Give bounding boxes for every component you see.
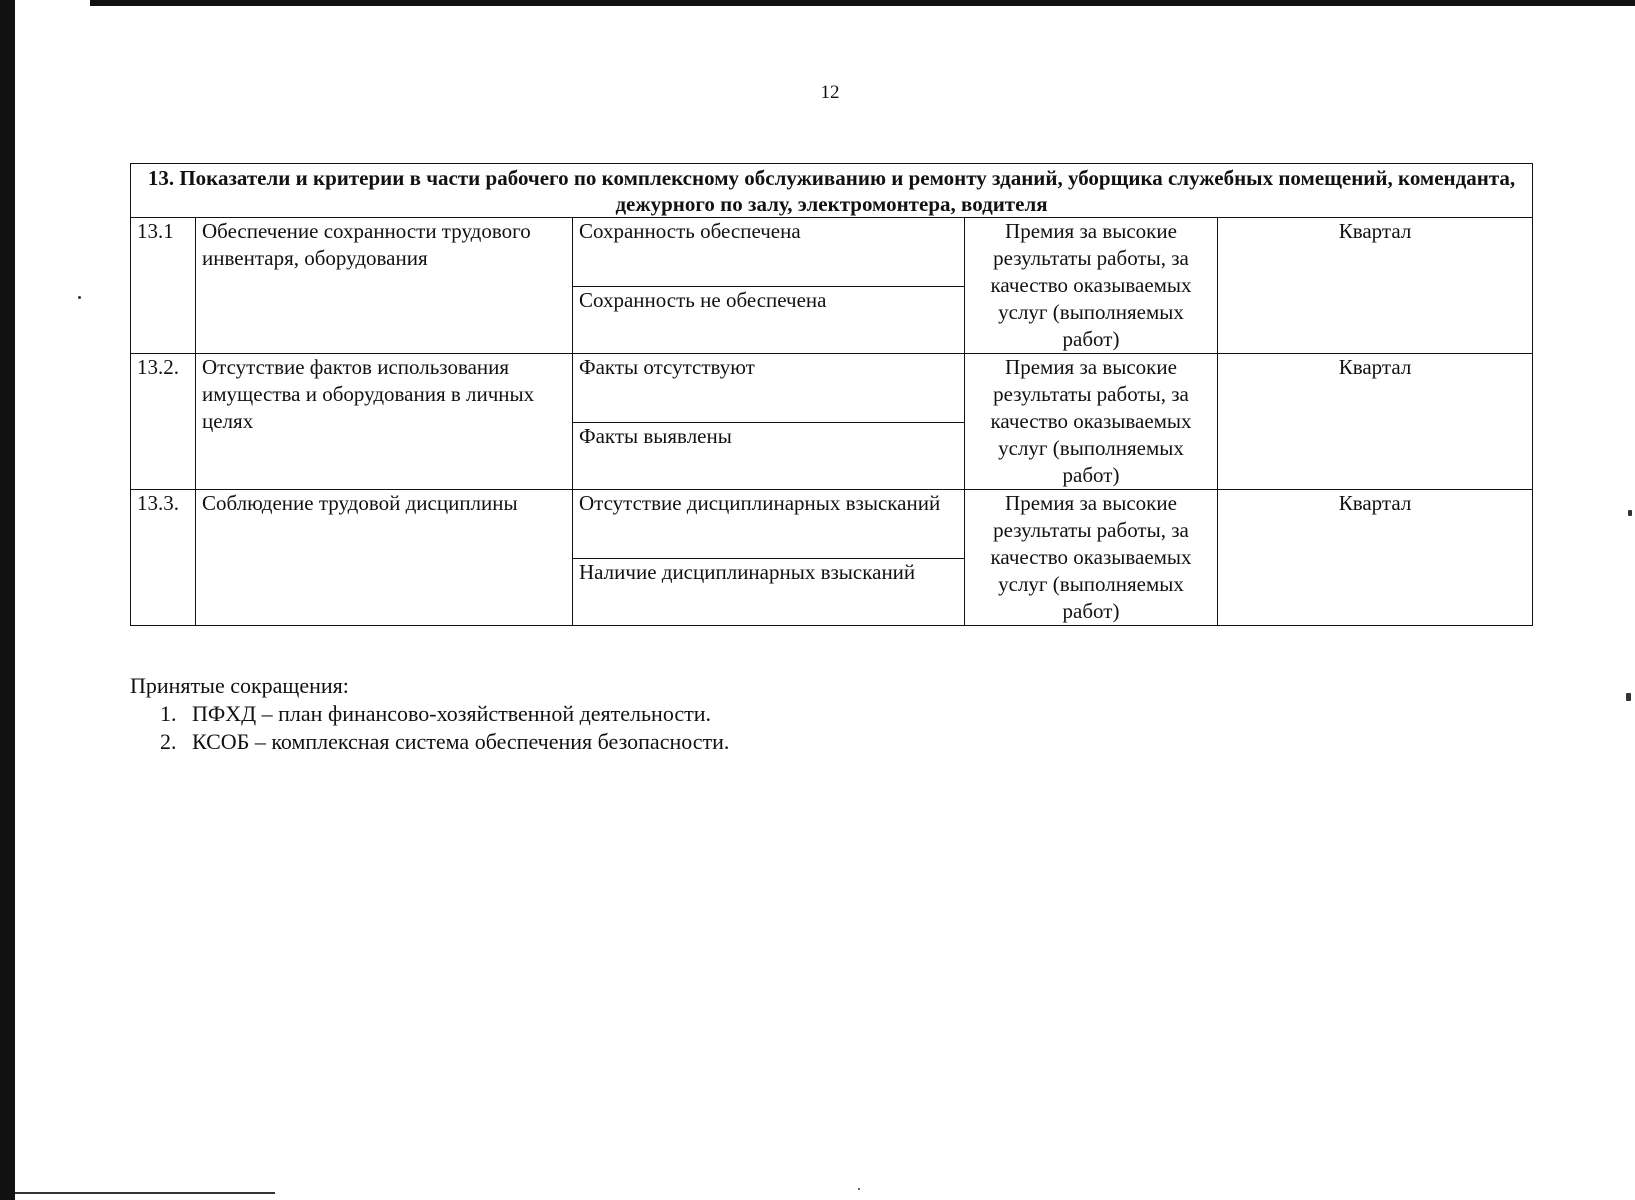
table-row — [131, 490, 1533, 559]
criterion-cell: Отсутствие дисциплинарных взысканий — [573, 490, 965, 559]
list-item-text: КСОБ – комплексная система обеспечения безопасности. — [192, 729, 730, 754]
payment-cell: Премия за высокие результаты работы, за качество оказываемых услуг (выполняемых работ) — [965, 218, 1218, 354]
criterion-cell: Сохранность не обеспечена — [573, 287, 965, 354]
list-item-text: ПФХД – план финансово-хозяйственной деятельности. — [192, 701, 712, 726]
abbreviations-title: Принятые сокращения: — [130, 673, 349, 698]
criterion-cell: Наличие дисциплинарных взысканий — [573, 559, 965, 626]
period-cell: Квартал — [1218, 490, 1533, 626]
list-item-number: 2. — [160, 729, 177, 754]
list-item — [130, 700, 729, 728]
payment-cell: Премия за высокие результаты работы, за качество оказываемых услуг (выполняемых работ) — [965, 490, 1218, 626]
section-header-row — [131, 164, 1533, 218]
list-item-number: 1. — [160, 701, 177, 726]
page-number: 12 — [820, 82, 840, 103]
row-number: 13.3. — [131, 490, 196, 626]
scan-border-left — [0, 0, 15, 1200]
scan-speck — [1628, 510, 1632, 516]
table-row — [131, 218, 1533, 287]
criterion-cell: Сохранность обеспечена — [573, 218, 965, 287]
payment-cell: Премия за высокие результаты работы, за качество оказываемых услуг (выполняемых работ) — [965, 354, 1218, 490]
list-item — [130, 728, 729, 756]
indicator-cell: Обеспечение сохранности трудового инвентаря, оборудования — [196, 218, 573, 354]
indicator-cell: Отсутствие фактов использования имущества и оборудования в личных целях — [196, 354, 573, 490]
row-number: 13.1 — [131, 218, 196, 354]
criterion-cell: Факты выявлены — [573, 423, 965, 490]
scan-speck — [78, 296, 81, 299]
abbreviations-section — [130, 672, 729, 756]
scan-speck — [858, 1188, 860, 1190]
scan-speck — [1626, 693, 1631, 701]
criteria-table — [130, 163, 1533, 626]
indicator-cell: Соблюдение трудовой дисциплины — [196, 490, 573, 626]
scan-border-bottom — [15, 1192, 275, 1194]
abbreviations-list — [130, 700, 729, 756]
period-cell: Квартал — [1218, 218, 1533, 354]
criterion-cell: Факты отсутствуют — [573, 354, 965, 423]
period-cell: Квартал — [1218, 354, 1533, 490]
table-row — [131, 354, 1533, 423]
scan-border-top — [90, 0, 1635, 6]
section-title: 13. Показатели и критерии в части рабочего по комплексному обслуживанию и ремонту зданий, уборщика служебных помещений, коменданта, дежурного по залу, электромонтера, водителя — [131, 164, 1533, 218]
row-number: 13.2. — [131, 354, 196, 490]
